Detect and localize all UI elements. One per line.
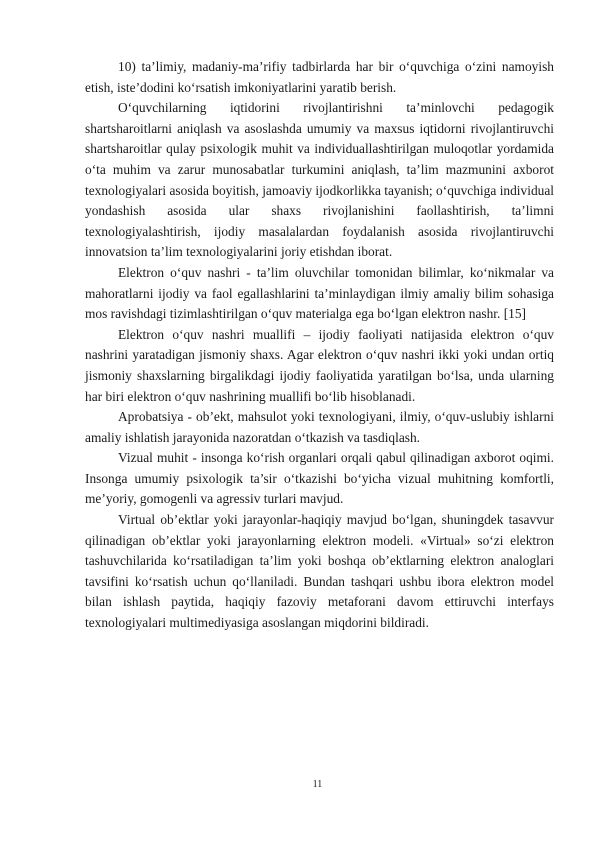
page-number: 11 (312, 779, 323, 790)
paragraph-visual-environment: Vizual muhit - insonga ko‘rish organlari orqali qabul qilinadigan axborot oqimi. Insonga umumiy psixologik ta’sir o‘tkazishi bo‘yicha vizual muhitning komfortli, me’yoriy, gomogenli va agressiv turlari mavjud. (85, 450, 554, 507)
paragraph-item-list-10: 10) ta’limiy, madaniy-ma’rifiy tadbirlarda har bir o‘quvchiga o‘zini namoyish etish, iste’dodini ko‘rsatish imkoniyatlarini yaratib berish. (85, 59, 554, 95)
paragraph-virtual-objects: Virtual ob’ektlar yoki jarayonlar-haqiqiy mavjud bo‘lgan, shuningdek tasavvur qilinadigan ob’ektlar yoki jarayonlarning elektron modeli. «Virtual» so‘zi elektron tashuvchilarida ko‘rsatiladigan ta’lim yoki boshqa ob’ektlarning elektron analoglari tavsifini ko‘rsatish uchun qo‘llaniladi. Bundan tashqari ushbu ibora elektron model bilan ishlash paytida, haqiqiy fazoviy metaforani davom ettiruvchi interfays texnologiyalari multimediyasiga asoslangan miqdorini bildiradi. (85, 512, 554, 631)
body-text (85, 57, 554, 634)
paragraph-edition-author: Elektron o‘quv nashri muallifi – ijodiy faoliyati natijasida elektron o‘quv nashrini yaratadigan jismoniy shaxs. Agar elektron o‘quv nashri ikki yoki undan ortiq jismoniy shaxslarning birgalikdagi ijodiy faoliyatida yaratilgan bo‘lsa, unda ularning har biri elektron o‘quv nashrining muallifi bo‘lib hisoblanadi. (85, 326, 554, 404)
paragraph-pedagogical-conditions: O‘quvchilarning iqtidorini rivojlantirishni ta’minlovchi pedagogik shartsharoitlarni aniqlash va asoslashda umumiy va maxsus iqtidorni rivojlantiruvchi shartsharoitlar qulay psixologik muhit va individuallashtirilgan muloqotlar yordamida o‘ta muhim va zarur munosabatlar turkumini aniqlash, ta’lim mazmunini axborot texnologiyalari asosida boyitish, jamoaviy ijodkorlikka tayanish; o‘quvchiga individual yondashish asosida ular shaxs rivojlanishini faollashtirish, ta’limni texnologiyalashtirish, ijodiy masalalardan foydalanish asosida rivojlantiruvchi innovatsion ta’lim texnologiyalarini joriy etishdan iborat. (85, 100, 554, 260)
paragraph-approbation: Aprobatsiya - ob’ekt, mahsulot yoki texnologiyani, ilmiy, o‘quv-uslubiy ishlarni amaliy ishlatish jarayonida nazoratdan o‘tkazish va tasdiqlash. (85, 409, 554, 445)
paragraph-electronic-edition: Elektron o‘quv nashri - ta’lim oluvchilar tomonidan bilimlar, ko‘nikmalar va mahoratlarni ijodiy va faol egallashlarini ta’minlaydigan ilmiy amaliy bilim sohasiga mos ravishdagi tizimlashtirilgan o‘quv materialga ega bo‘lgan elektron nashr. [15] (85, 264, 554, 322)
